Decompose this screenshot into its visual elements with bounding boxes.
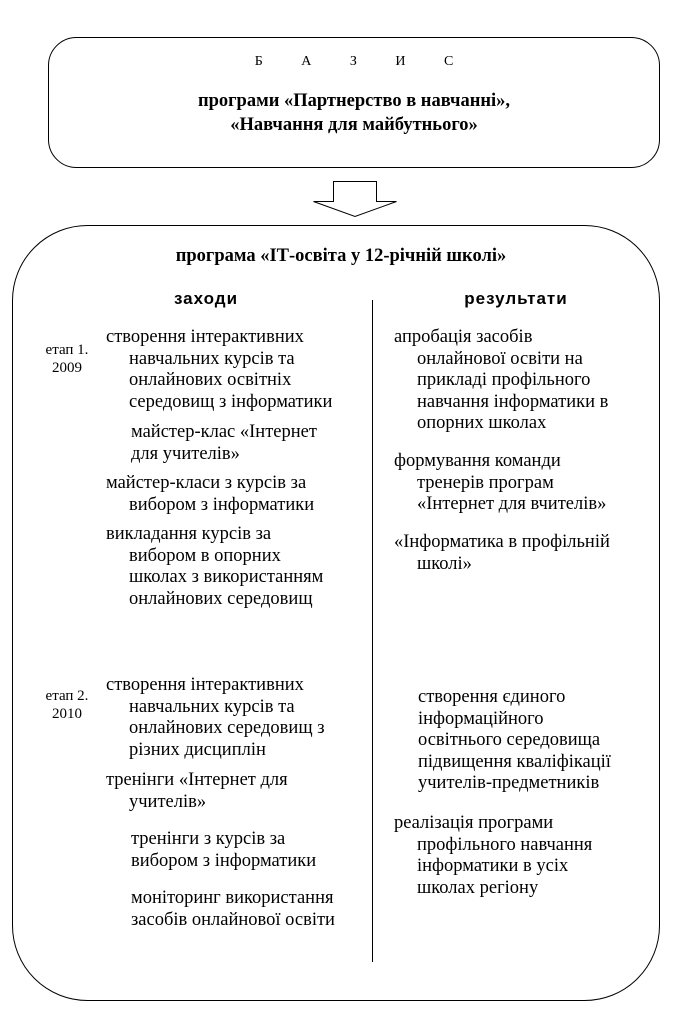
stage-name: етап 2. xyxy=(45,688,89,704)
measure-line: майстер-клас «Інтернет xyxy=(131,422,317,442)
basis-subtitle xyxy=(48,89,660,137)
column-header-results: результати xyxy=(464,289,568,308)
measure-line: майстер-класи з курсів за xyxy=(106,473,307,493)
basis-subtitle-line: програми «Партнерство в навчанні», xyxy=(197,91,511,111)
measure-line: моніторинг використання xyxy=(131,888,334,908)
measure-item xyxy=(131,888,335,931)
stage-label xyxy=(36,688,98,723)
result-line: інформатики в усіх xyxy=(417,856,569,877)
measure-line: середовищ з інформатики xyxy=(129,391,333,412)
measure-line: тренінги «Інтернет для xyxy=(106,770,288,790)
measure-line: вибором з інформатики xyxy=(131,850,317,871)
measure-line: викладання курсів за xyxy=(106,524,272,544)
result-line: «Інтернет для вчителів» xyxy=(417,494,607,515)
stage-label xyxy=(36,342,98,377)
result-line: тренерів програм xyxy=(417,472,554,493)
result-line: профільного навчання xyxy=(417,834,593,855)
result-item xyxy=(394,813,592,899)
result-item xyxy=(394,327,608,435)
measure-line: засобів онлайнової освіти xyxy=(131,909,335,930)
stage-name: етап 1. xyxy=(45,342,89,358)
result-line: школі» xyxy=(417,553,472,574)
measure-item xyxy=(106,675,325,761)
result-line: апробація засобів xyxy=(394,327,533,347)
measure-item xyxy=(131,829,316,872)
measure-line: створення інтерактивних xyxy=(106,675,304,695)
result-line: прикладі профільного xyxy=(417,370,591,391)
measure-line: навчальних курсів та xyxy=(129,696,295,717)
result-line: учителів-предметників xyxy=(418,773,600,794)
result-item xyxy=(394,451,606,516)
result-item xyxy=(418,687,611,795)
result-line: реалізація програми xyxy=(394,813,554,833)
program-title: програма «ІТ-освіта у 12-річній школі» xyxy=(175,246,507,266)
result-line: створення єдиного xyxy=(418,687,566,707)
basis-heading: Б А З И С xyxy=(254,54,454,69)
result-line: «Інформатика в профільній xyxy=(394,532,610,552)
basis-subtitle-line: «Навчання для майбутнього» xyxy=(230,115,478,135)
measure-item xyxy=(106,473,314,516)
measure-item xyxy=(106,524,323,610)
measure-line: вибором з інформатики xyxy=(129,494,315,515)
measure-line: вибором в опорних xyxy=(129,545,281,566)
measure-line: різних дисциплін xyxy=(129,739,266,760)
measure-line: онлайнових освітніх xyxy=(129,370,292,391)
measure-line: навчальних курсів та xyxy=(129,348,295,369)
result-line: підвищення кваліфікації xyxy=(418,751,611,772)
result-line: формування команди xyxy=(394,451,561,471)
measure-line: школах з використанням xyxy=(129,567,324,588)
result-line: школах регіону xyxy=(417,877,539,898)
result-line: освітнього середовища xyxy=(418,730,601,751)
result-line: навчання інформатики в xyxy=(417,391,609,412)
measure-line: онлайнових середовищ з xyxy=(129,718,325,739)
stage-year: 2009 xyxy=(52,359,82,376)
measure-line: учителів» xyxy=(129,791,207,812)
result-line: інформаційного xyxy=(418,708,544,729)
result-item xyxy=(394,532,610,575)
measure-item xyxy=(106,327,332,413)
measure-line: створення інтерактивних xyxy=(106,327,304,347)
down-arrow-icon xyxy=(314,182,397,217)
result-line: онлайнової освіти на xyxy=(417,348,583,369)
measure-line: онлайнових середовищ xyxy=(129,588,313,609)
stage-year: 2010 xyxy=(52,705,82,722)
measure-item xyxy=(131,422,317,465)
measure-item xyxy=(106,770,288,813)
measure-line: для учителів» xyxy=(131,443,240,464)
measure-line: тренінги з курсів за xyxy=(131,829,286,849)
column-header-measures: заходи xyxy=(173,289,239,308)
result-line: опорних школах xyxy=(417,413,547,434)
